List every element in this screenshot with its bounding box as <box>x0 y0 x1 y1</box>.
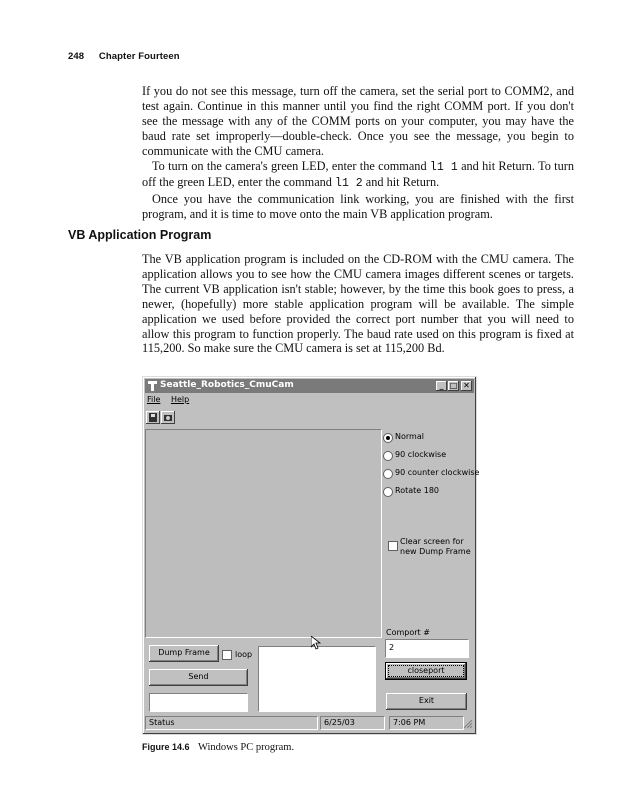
camera-icon[interactable] <box>161 411 175 424</box>
radio-label: Rotate 180 <box>395 486 440 495</box>
status-text: Status <box>145 716 318 730</box>
body-text-2 <box>142 252 574 356</box>
radio-button-icon <box>383 469 393 479</box>
status-bar <box>145 715 474 730</box>
caption-text: Windows PC program. <box>197 742 295 753</box>
app-window-figure <box>142 376 480 735</box>
section-heading: VB Application Program <box>68 228 212 242</box>
output-textbox[interactable] <box>258 646 376 712</box>
clear-screen-label-line: Clear screen for <box>400 537 464 546</box>
paragraph: Once you have the communication link working, you are finished with the first program, and it is time to move onto the main VB application program. <box>142 192 574 222</box>
send-button[interactable]: Send <box>149 669 248 686</box>
loop-label: loop <box>235 650 253 659</box>
closeport-button[interactable]: closeport <box>385 662 467 680</box>
menu-bar <box>147 395 197 407</box>
comport-value: 2 <box>389 643 395 652</box>
running-head <box>68 51 180 62</box>
loop-checkbox[interactable] <box>222 650 232 660</box>
radio-button-icon <box>383 433 393 443</box>
command-code: l1 2 <box>335 177 363 191</box>
maximize-button[interactable]: □ <box>449 381 458 390</box>
figure-caption <box>142 742 294 753</box>
mouse-cursor-icon <box>311 636 321 650</box>
radio-label: 90 counter clockwise <box>395 468 480 477</box>
menu-file[interactable]: File <box>147 395 161 404</box>
paragraph <box>142 159 574 193</box>
figure-label: Figure 14.6 <box>142 742 190 752</box>
clear-screen-label-line: new Dump Frame <box>400 547 471 556</box>
window-title: Seattle_Robotics_CmuCam <box>160 380 294 390</box>
app-icon <box>148 381 157 391</box>
radio-label: 90 clockwise <box>395 450 447 459</box>
chapter-title: Chapter Fourteen <box>98 51 180 62</box>
exit-button[interactable]: Exit <box>386 693 467 710</box>
save-icon[interactable] <box>146 411 160 424</box>
page-number: 248 <box>68 51 85 62</box>
radio-label: Normal <box>395 432 424 441</box>
command-code: l1 1 <box>429 160 458 174</box>
clear-screen-checkbox[interactable] <box>388 541 398 551</box>
image-display-area <box>145 429 382 638</box>
title-bar <box>145 379 474 393</box>
clear-screen-label <box>400 537 480 557</box>
radio-button-icon <box>383 451 393 461</box>
body-text-1 <box>142 84 574 222</box>
close-button[interactable]: ✕ <box>461 381 472 391</box>
menu-help[interactable]: Help <box>170 395 190 404</box>
text-run: and hit Return. <box>365 175 440 190</box>
status-time: 7:06 PM <box>389 716 464 730</box>
text-run: To turn on the camera's green LED, enter the command <box>152 158 427 173</box>
status-date: 6/25/03 <box>320 716 385 730</box>
resize-grip-icon[interactable] <box>463 719 473 729</box>
paragraph: If you do not see this message, turn off the camera, set the serial port to COMM2, and test again. Continue in this manner until you find the right COMM port. If you don't see the message with any of the COMM ports on your computer, you may have the baud rate set improperly—double-check. Once you see the message, you begin to communicate with the CMU camera. <box>142 84 574 158</box>
send-input[interactable] <box>149 693 248 712</box>
text-run: and hit Return. To turn off the green LED, enter the command <box>142 158 574 190</box>
paragraph: The VB application program is included on the CD-ROM with the CMU camera. The application allows you to see how the CMU camera images different scenes or targets. The current VB application isn't stable; however, by the time this book goes to press, a newer, (hopefully) more stable application program will be available. The simple application we used before provided the correct port number that you will need to allow this program to function properly. The baud rate used on this program is fixed at 115,200. So make sure the CMU camera is set at 115,200 Bd. <box>142 252 574 356</box>
radio-button-icon <box>383 487 393 497</box>
comport-label: Comport # <box>386 628 430 637</box>
comport-input[interactable] <box>385 639 469 658</box>
minimize-button[interactable]: _ <box>436 381 447 391</box>
dump-frame-button[interactable]: Dump Frame <box>149 645 219 662</box>
